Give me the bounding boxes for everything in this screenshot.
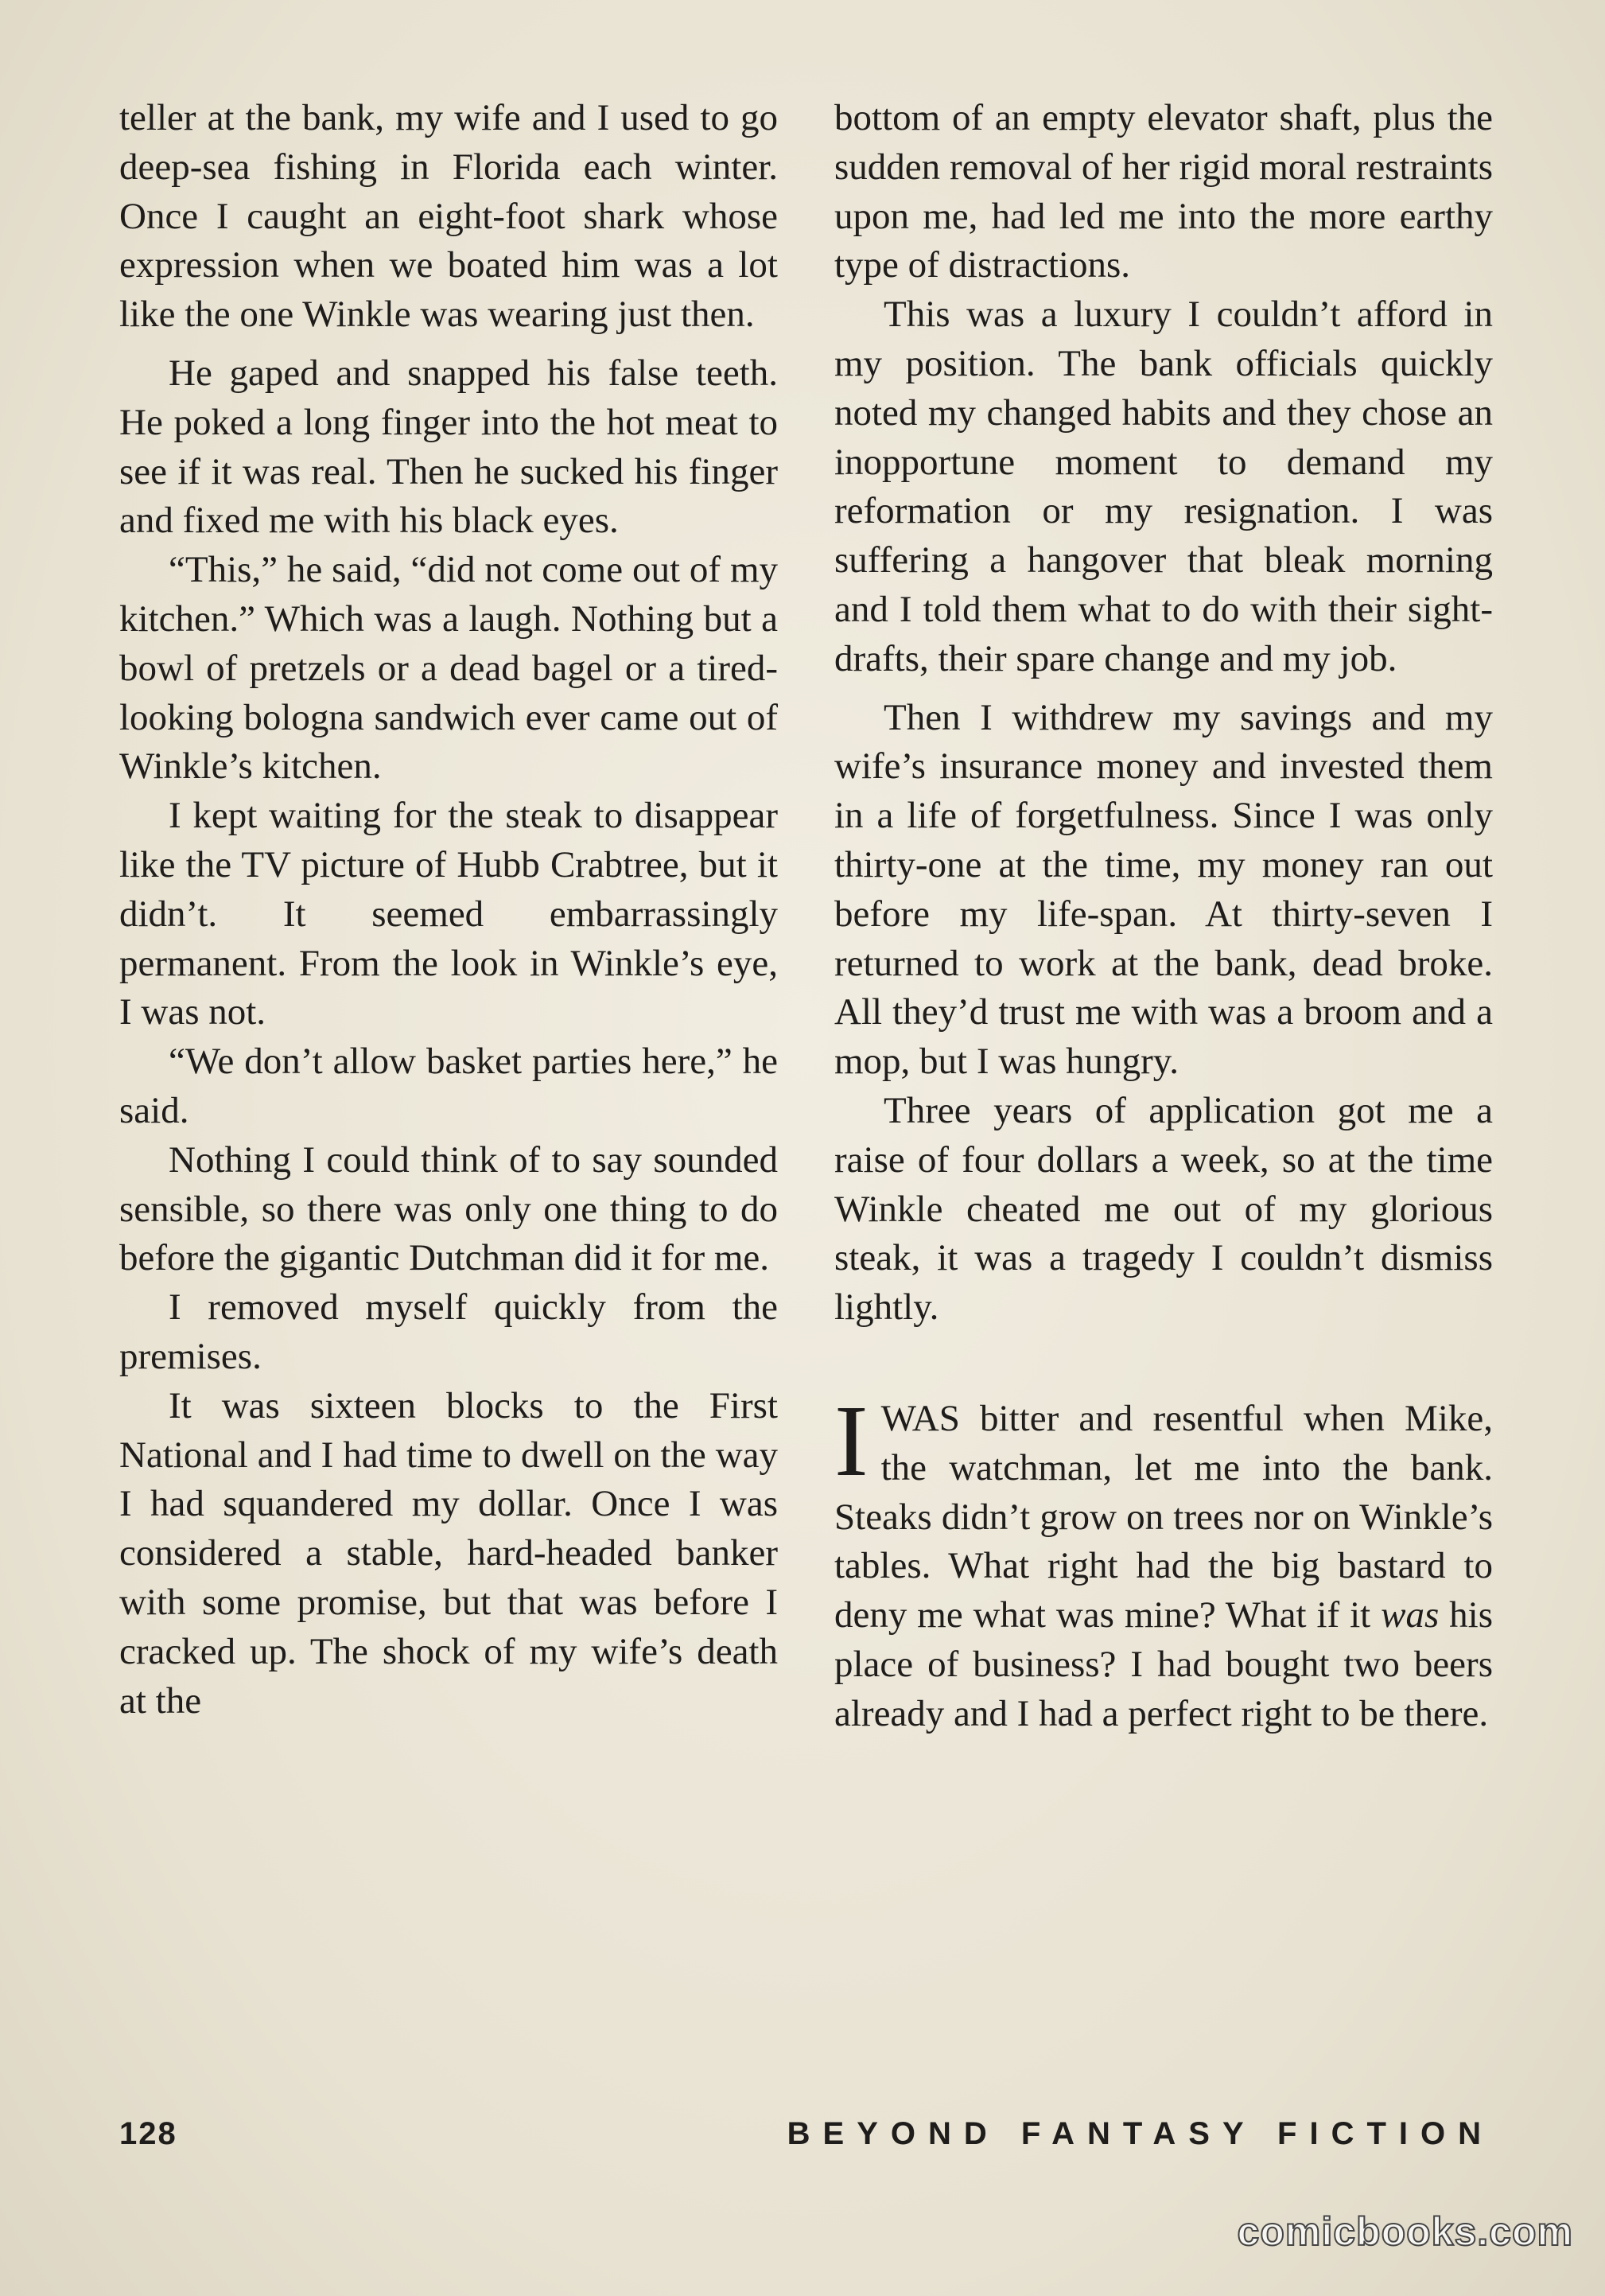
paragraph: He gaped and snapped his false teeth. He poked a long finger into the hot meat to see if it was real. Then he sucked his finger and fixed me with his black eyes. <box>119 352 778 542</box>
watermark: comicbooks.com <box>1237 2209 1573 2254</box>
paragraph: Three years of application got me a raise of four dollars a week, so at the time Winkle cheated me out of my glorious steak, it was a tragedy I couldn’t dismiss lightly. <box>834 1089 1493 1329</box>
paragraph-text: WAS bitter and resentful when Mike, the watchman, let me into the bank. Steaks didn’t grow on trees nor on Winkle’s tables. What right had the big bastard to deny me what was mine? What if it <box>834 1397 1493 1636</box>
paragraph: “We don’t allow basket parties here,” he said. <box>119 1041 778 1131</box>
paragraph: Then I withdrew my savings and my wife’s insurance money and invested them in a life of forgetfulness. Since I was only thirty-one at the time, my money ran out before my life-span. At thirty-seven I returned to work at the bank, dead broke. All they’d trust me with was a broom and a mop, but I was hungry. <box>834 696 1493 1083</box>
left-text-column <box>119 94 778 1726</box>
drop-cap: I <box>834 1383 869 1497</box>
paragraph: I removed myself quickly from the premises. <box>119 1286 778 1377</box>
section-opening-paragraph <box>834 1383 1493 1739</box>
paragraph: This was a luxury I couldn’t afford in my position. The bank officials quickly noted my changed habits and they chose an inopportune moment to demand my reformation or my resignation. I was suffering a hangover that bleak morning and I told them what to do with their sight-drafts, their spare change and my job. <box>834 294 1493 679</box>
page-number: 128 <box>119 2116 177 2151</box>
paragraph: bottom of an empty elevator shaft, plus the sudden removal of her rigid moral restraints upon me, had led me into the more earthy type of distractions. <box>834 97 1493 286</box>
italic-word: was <box>1381 1594 1440 1636</box>
paragraph: Nothing I could think of to say sounded sensible, so there was only one thing to do before the gigantic Dutchman did it for me. <box>119 1138 778 1279</box>
paragraph: “This,” he said, “did not come out of my kitchen.” Which was a laugh. Nothing but a bowl of pretzels or a dead bagel or a tired-looking bologna sandwich ever came out of Winkle’s kitchen. <box>119 549 778 788</box>
paragraph-text: his place of business? I had bought two beers already and I had a perfect right to be there. <box>834 1594 1493 1734</box>
paragraph: I kept waiting for the steak to disappear like the TV picture of Hubb Crabtree, but it didn’t. It seemed embarrassingly permanent. From the look in Winkle’s eye, I was not. <box>119 795 778 1033</box>
right-text-column <box>834 94 1493 1739</box>
paragraph: teller at the bank, my wife and I used to go deep-sea fishing in Florida each winter. Once I caught an eight-foot shark whose expression when we boated him was a lot like the one Winkle was wearing just then. <box>119 97 778 336</box>
paragraph: It was sixteen blocks to the First National and I had time to dwell on the way I had squandered my dollar. Once I was considered a stable, hard-headed banker with some promise, but that was before I cracked up. The shock of my wife’s death at the <box>119 1384 778 1722</box>
magazine-title: BEYOND FANTASY FICTION <box>787 2116 1494 2151</box>
